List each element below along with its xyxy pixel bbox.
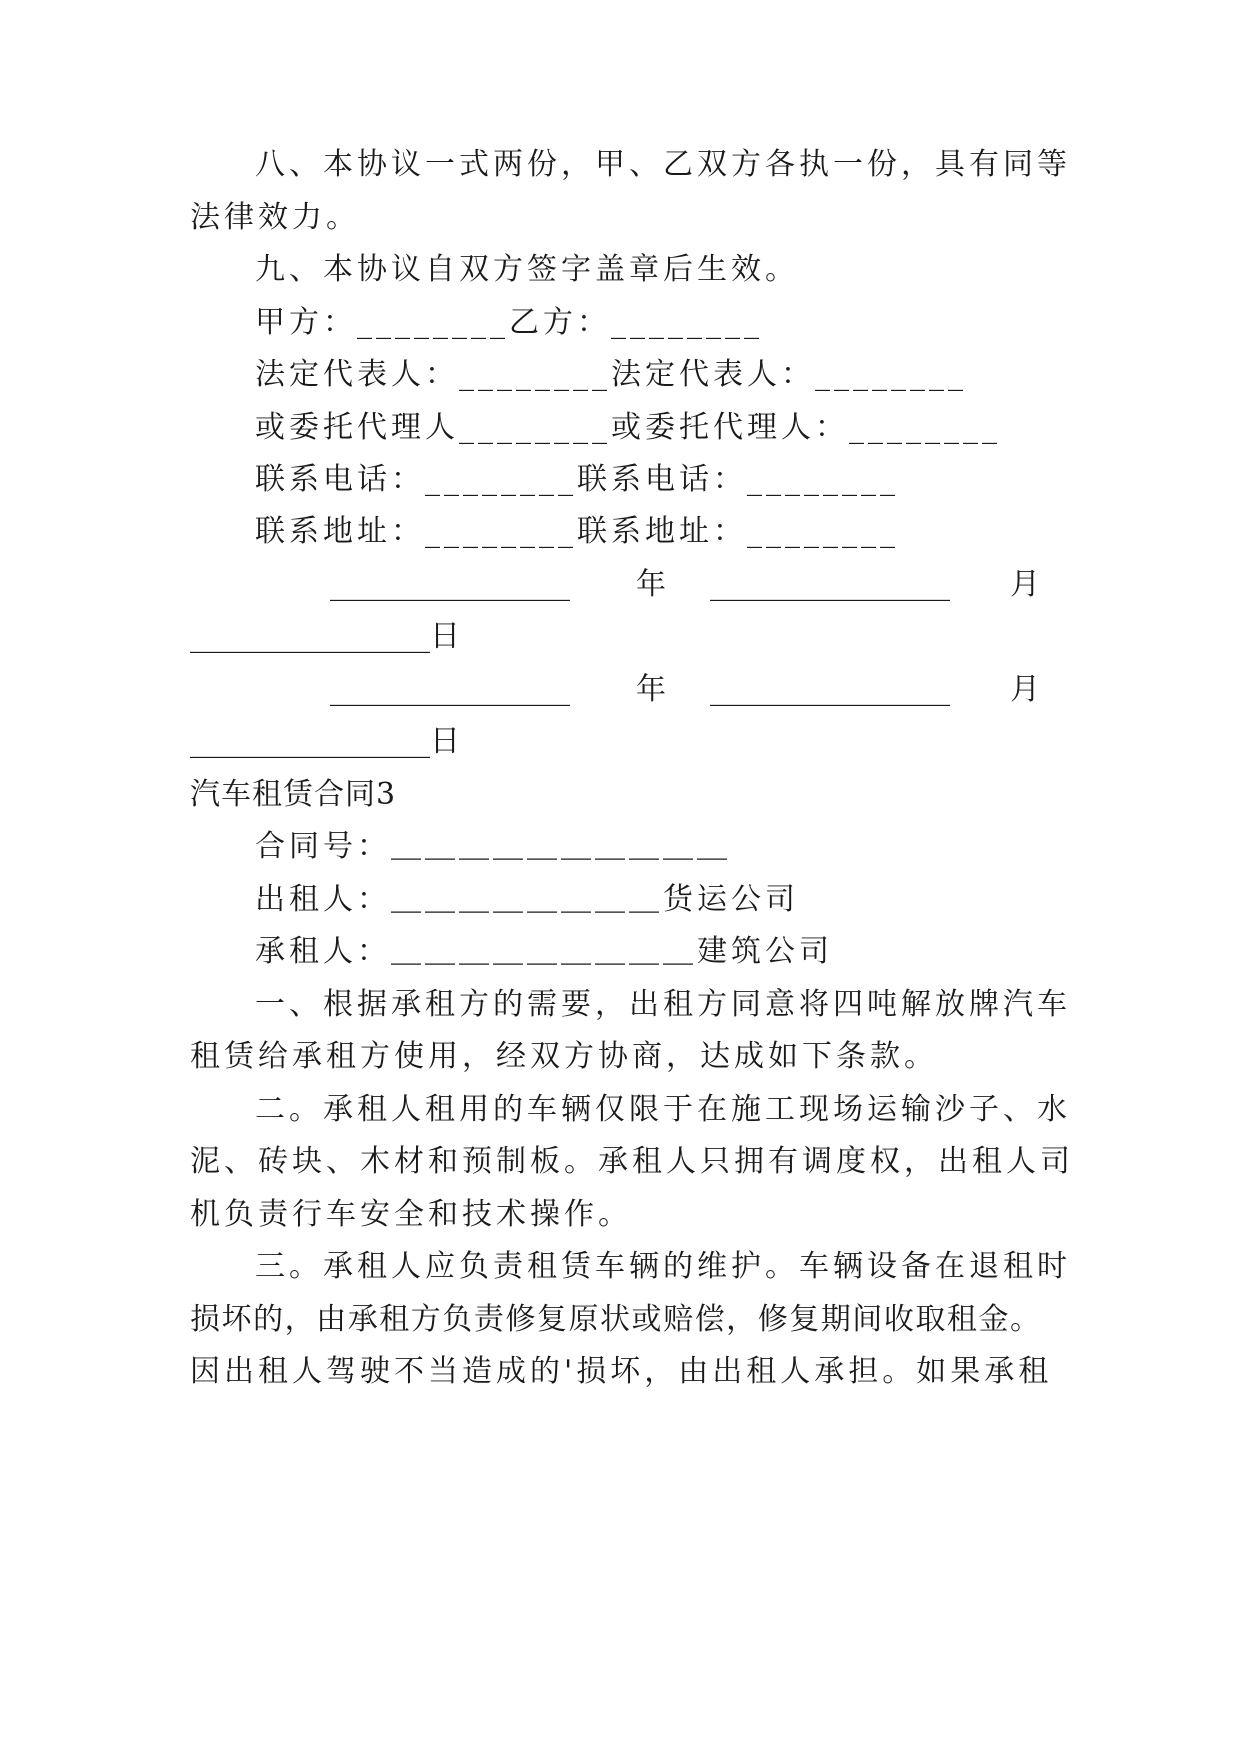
paragraph-clause-3-cont: 损坏的，由承租方负责修复原状或赔偿，修复期间收取租金。 bbox=[190, 1302, 1040, 1337]
day-line-1 bbox=[190, 617, 460, 657]
paragraph-clause-3: 三。承租人应负责租赁车辆的维护。车辆设备在退租时 bbox=[255, 1249, 1071, 1284]
date-line-1 bbox=[330, 565, 1040, 605]
paragraph-clause-9: 九、本协议自双方签字盖章后生效。 bbox=[255, 252, 799, 287]
paragraph-clause-2: 二。承租人租用的车辆仅限于在施工现场运输沙子、水 bbox=[255, 1092, 1071, 1127]
signature-party-line: 甲方：________乙方：________ bbox=[255, 305, 763, 340]
legal-representative-line: 法定代表人：________法定代表人：________ bbox=[255, 357, 967, 392]
paragraph-clause-2-cont: 泥、砖块、木材和预制板。承租人只拥有调度权，出租人司 bbox=[190, 1144, 1074, 1179]
date-line-2 bbox=[330, 670, 1040, 710]
year-blank: ________________ bbox=[330, 672, 570, 707]
day-label: 日 bbox=[430, 724, 460, 759]
lessee-line: 承租人：＿＿＿＿＿＿＿＿＿建筑公司 bbox=[255, 934, 833, 969]
paragraph-clause-1-cont: 租赁给承租方使用，经双方协商，达成如下条款。 bbox=[190, 1039, 938, 1074]
day-label: 日 bbox=[430, 619, 460, 654]
day-blank: ________________ bbox=[190, 724, 430, 759]
section-title: 汽车租赁合同3 bbox=[190, 777, 397, 812]
authorized-agent-line: 或委托代理人________或委托代理人：________ bbox=[255, 410, 1001, 445]
contact-phone-line: 联系电话：________联系电话：________ bbox=[255, 462, 899, 497]
contact-address-line: 联系地址：________联系地址：________ bbox=[255, 514, 899, 549]
month-blank: ________________ bbox=[710, 567, 950, 602]
month-label: 月 bbox=[1010, 567, 1040, 602]
month-blank: ________________ bbox=[710, 672, 950, 707]
lessor-line: 出租人：＿＿＿＿＿＿＿＿货运公司 bbox=[255, 882, 799, 917]
paragraph-clause-8: 八、本协议一式两份，甲、乙双方各执一份，具有同等 bbox=[255, 147, 1071, 182]
contract-number-line: 合同号：＿＿＿＿＿＿＿＿＿＿ bbox=[255, 829, 731, 864]
paragraph-clause-8-cont: 法律效力。 bbox=[190, 200, 360, 235]
year-label: 年 bbox=[636, 567, 666, 602]
paragraph-clause-1: 一、根据承租方的需要，出租方同意将四吨解放牌汽车 bbox=[255, 987, 1071, 1022]
year-blank: ________________ bbox=[330, 567, 570, 602]
day-blank: ________________ bbox=[190, 619, 430, 654]
paragraph-clause-2-end: 机负责行车安全和技术操作。 bbox=[190, 1197, 632, 1232]
day-line-2 bbox=[190, 722, 460, 762]
paragraph-clause-3-end: 因出租人驾驶不当造成的'损坏，由出租人承担。如果承租 bbox=[190, 1354, 1053, 1389]
year-label: 年 bbox=[636, 672, 666, 707]
month-label: 月 bbox=[1010, 672, 1040, 707]
